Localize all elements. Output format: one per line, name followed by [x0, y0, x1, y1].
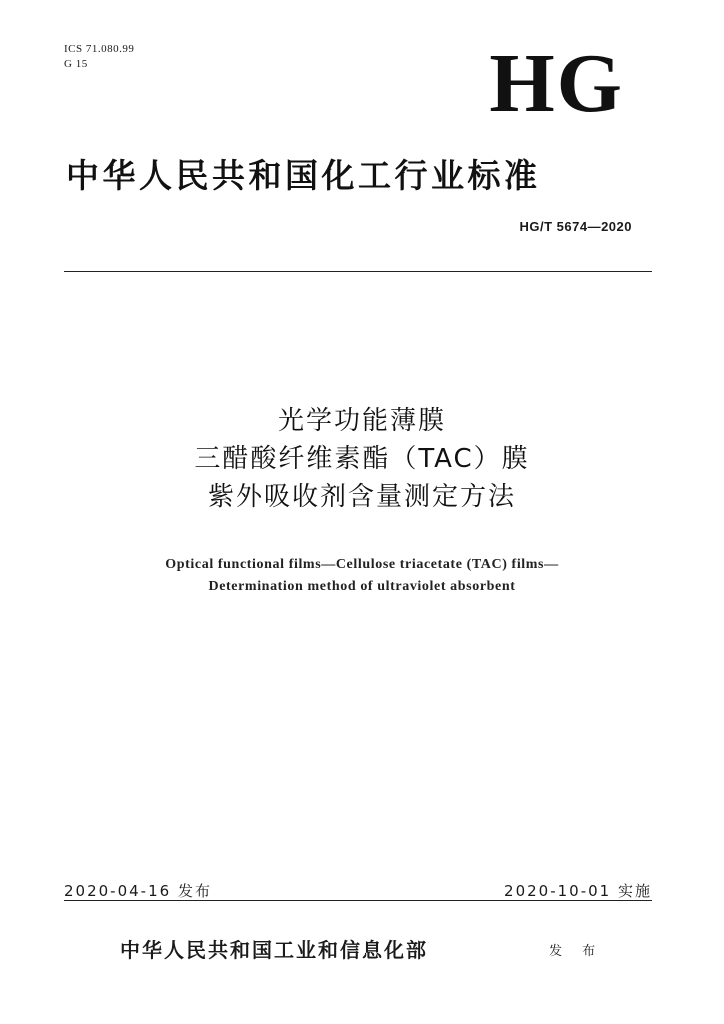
cn-title-line-3: 紫外吸收剂含量测定方法	[207, 482, 516, 512]
implementation-date: 2020-10-01 实施	[504, 882, 652, 900]
en-title-line-2: Determination method of ultraviolet absorbent	[208, 579, 516, 594]
publish-label: 发 布	[549, 944, 604, 959]
publisher-name: 中华人民共和国工业和信息化部	[120, 938, 428, 962]
en-title-line-1: Optical functional films—Cellulose triacetate (TAC) films—	[165, 557, 559, 572]
hg-logo: HG	[489, 37, 624, 130]
cn-title-line-2: 三醋酸纤维素酯（TAC）膜	[194, 444, 530, 474]
issue-date: 2020-04-16 发布	[64, 882, 212, 900]
top-divider	[64, 271, 652, 272]
ics-code: ICS 71.080.99	[64, 43, 135, 55]
standard-title: 中华人民共和国化工行业标准	[66, 156, 541, 195]
classification-code: G 15	[64, 58, 88, 70]
cn-title-line-1: 光学功能薄膜	[277, 406, 446, 436]
bottom-divider	[64, 900, 652, 901]
standard-number: HG/T 5674—2020	[519, 219, 632, 234]
